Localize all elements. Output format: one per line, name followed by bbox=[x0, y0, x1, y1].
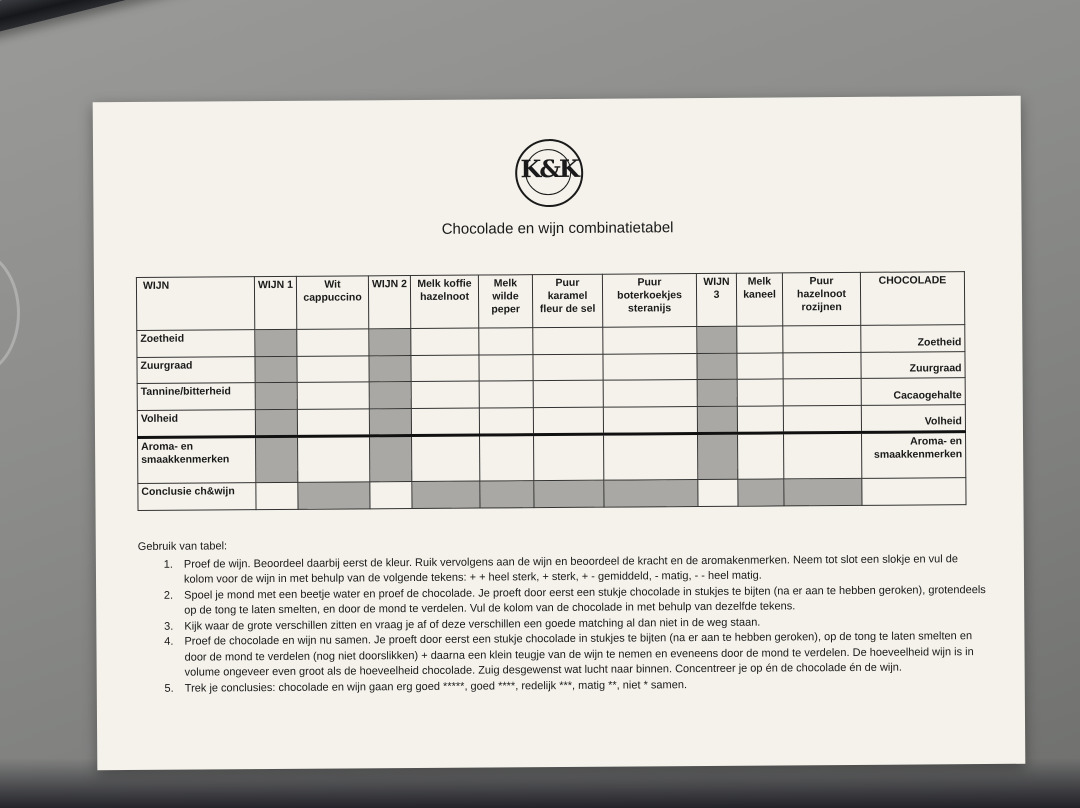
table-cell bbox=[411, 408, 479, 436]
table-cell bbox=[783, 378, 861, 405]
table-cell bbox=[411, 355, 479, 382]
table-cell bbox=[737, 352, 783, 379]
table-cell bbox=[479, 407, 533, 435]
table-cell bbox=[297, 355, 369, 382]
instruction-step: 3. Kijk waar de grote verschillen zitten en vraag je af of deze verschillen een goede matching al dan niet in de weg staan. bbox=[176, 614, 988, 635]
table-cell bbox=[480, 435, 534, 481]
table-cell bbox=[255, 382, 297, 409]
header-puur-boterkoekjes: Puur boterkoekjes steranijs bbox=[602, 274, 696, 328]
table-cell bbox=[479, 328, 533, 355]
row-label: Zuurgraad bbox=[137, 356, 255, 383]
instruction-list bbox=[138, 552, 989, 697]
table-cell bbox=[783, 405, 861, 434]
header-melk-koffie-hazelnoot: Melk koffie hazelnoot bbox=[410, 275, 478, 328]
row-label: Aroma- en smaakkenmerken bbox=[138, 437, 256, 484]
table-cell bbox=[534, 481, 604, 508]
row-right-label bbox=[862, 478, 966, 505]
table-cell bbox=[738, 479, 784, 506]
row-right-label: Cacaogehalte bbox=[861, 378, 965, 405]
table-cell bbox=[297, 329, 369, 356]
header-wijn-2: WIJN 2 bbox=[368, 276, 410, 329]
kk-logo bbox=[515, 139, 583, 207]
instruction-step: 2. Spoel je mond met een beetje water en proef de chocolade. Je proeft door eerst een stukje chocolade in stukjes te bijten (na er aan te hebben geroken), grotendeels op de tong te laten smelten, en door de mond te verdelen. Vul de kolom van de chocolade in met behulp van dezelfde tekens. bbox=[176, 583, 988, 620]
row-label: Volheid bbox=[137, 409, 255, 438]
table-cell bbox=[370, 482, 412, 509]
instructions bbox=[138, 534, 989, 697]
table-cell bbox=[738, 433, 784, 479]
table-cell bbox=[369, 382, 411, 409]
table-cell bbox=[698, 434, 738, 480]
table-cell bbox=[298, 482, 370, 509]
instruction-step: 4. Proef de chocolade en wijn nu samen. Je proeft door eerst een stukje chocolade in stukjes te bijten (na er aan te hebben geroken), op de tong te laten smelten en door de mond te verdelen (nog niet doorslikken) + daarna een klein teugje van de wijn te nemen en eveneens door de mond te verdelen. De hoeveelheid wijn is in volume ongeveer even groot als de hoeveelheid chocolade. Zuig desgewenst wat lucht naar binnen. Concentreer je op én de chocolade én de wijn. bbox=[176, 629, 988, 681]
instruction-step: 5. Trek je conclusies: chocolade en wijn gaan erg goed *****, goed ****, redelijk ***, matig **, niet * samen. bbox=[177, 676, 989, 697]
row-right-label: Zuurgraad bbox=[861, 351, 965, 378]
table-cell bbox=[411, 381, 479, 408]
table-cell bbox=[480, 481, 534, 508]
table-cell bbox=[369, 408, 411, 436]
table-cell bbox=[784, 433, 862, 480]
logo-text: K&K bbox=[520, 153, 578, 184]
table-cell bbox=[533, 327, 603, 354]
row-label: Zoetheid bbox=[137, 330, 255, 357]
table-cell bbox=[697, 379, 737, 406]
table-cell bbox=[533, 380, 603, 407]
table-cell bbox=[256, 483, 298, 510]
table-cell bbox=[737, 405, 783, 433]
row-right-label: Volheid bbox=[861, 404, 965, 433]
pen bbox=[0, 0, 239, 37]
header-puur-hazelnoot-rozijnen: Puur hazelnoot rozijnen bbox=[782, 272, 860, 326]
table-cell bbox=[297, 408, 369, 436]
header-melk-wilde-peper: Melk wilde peper bbox=[478, 275, 532, 328]
row-label: Tannine/bitterheid bbox=[137, 383, 255, 410]
table-header-row bbox=[136, 272, 964, 331]
header-chocolade: CHOCOLADE bbox=[860, 272, 964, 326]
table-cell bbox=[298, 436, 370, 483]
glass-ring bbox=[0, 250, 20, 376]
instruction-step: 1. Proef de wijn. Beoordeel daarbij eerst de kleur. Ruik vervolgens aan de wijn en beoordeel de kracht en de aromakenmerken. Neem tot slot een slokje en vul de kolom voor de wijn in met behulp van de volgende tekens: + + heel sterk, + sterk, + - gemiddeld, - matig, - - heel matig. bbox=[176, 552, 988, 589]
table-cell bbox=[255, 329, 297, 356]
header-melk-kaneel: Melk kaneel bbox=[736, 273, 782, 326]
table-cell bbox=[783, 325, 861, 352]
table-cell bbox=[412, 436, 480, 482]
row-right-label: Aroma- en smaakkenmerken bbox=[862, 432, 966, 479]
table-cell bbox=[697, 406, 737, 434]
header-wijn-1: WIJN 1 bbox=[254, 276, 296, 329]
table-row bbox=[138, 478, 966, 510]
table-cell bbox=[411, 328, 479, 355]
row-label: Conclusie ch&wijn bbox=[138, 483, 256, 510]
table-cell bbox=[603, 406, 697, 435]
table-cell bbox=[603, 353, 697, 380]
row-right-label: Zoetheid bbox=[861, 325, 965, 352]
table-cell bbox=[533, 354, 603, 381]
table-cell bbox=[784, 479, 862, 506]
table-cell bbox=[412, 482, 480, 509]
table-cell bbox=[256, 437, 298, 483]
paper-sheet bbox=[93, 96, 1026, 770]
table-cell bbox=[603, 380, 697, 407]
table-cell bbox=[604, 434, 698, 481]
table-cell bbox=[533, 407, 603, 435]
instructions-heading: Gebruik van tabel: bbox=[137, 540, 228, 553]
table-cell bbox=[479, 354, 533, 381]
table-cell bbox=[697, 326, 737, 353]
table-cell bbox=[737, 326, 783, 353]
table-cell bbox=[255, 409, 297, 437]
table-cell bbox=[370, 436, 412, 482]
table-cell bbox=[603, 327, 697, 354]
table-cell bbox=[604, 480, 698, 507]
table-cell bbox=[369, 329, 411, 356]
table-cell bbox=[737, 379, 783, 406]
table-row bbox=[138, 432, 966, 484]
page-title: Chocolade en wijn combinatietabel bbox=[441, 219, 674, 238]
combination-table bbox=[136, 271, 967, 511]
header-wijn: WIJN bbox=[136, 277, 254, 331]
table-cell bbox=[369, 355, 411, 382]
table-cell bbox=[783, 352, 861, 379]
header-wit-cappuccino: Wit cappuccino bbox=[296, 276, 368, 330]
header-wijn-3: WIJN 3 bbox=[696, 273, 736, 326]
table-cell bbox=[697, 353, 737, 380]
table-cell bbox=[255, 356, 297, 383]
table-cell bbox=[297, 382, 369, 409]
table-cell bbox=[479, 381, 533, 408]
header-puur-karamel: Puur karamel fleur de sel bbox=[532, 274, 602, 327]
table-cell bbox=[534, 435, 604, 481]
table-cell bbox=[698, 480, 738, 507]
